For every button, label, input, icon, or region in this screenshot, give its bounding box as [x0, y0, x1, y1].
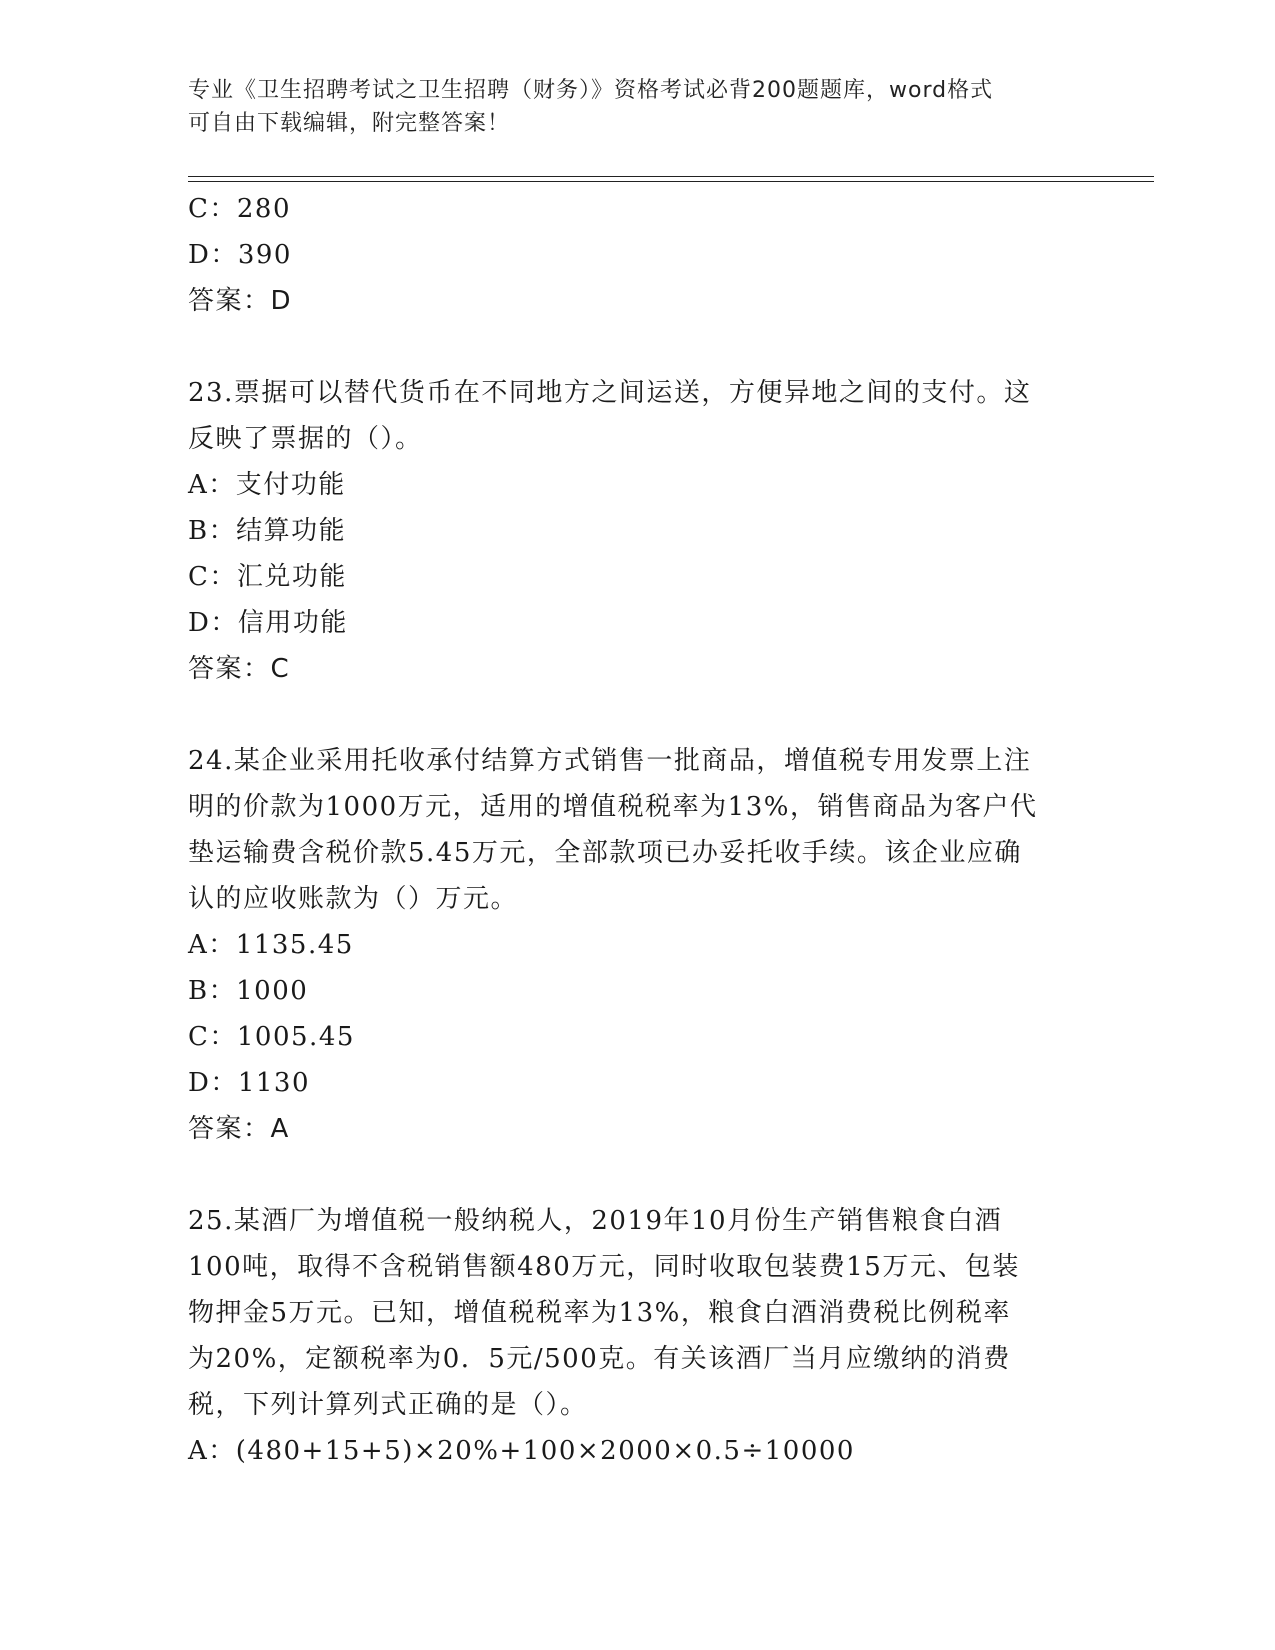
option-a: A：1135.45 [188, 930, 354, 960]
question-stem: 为20%，定额税率为0．5元/500克。有关该酒厂当月应缴纳的消费 [188, 1344, 1011, 1374]
answer-line: 答案：C [188, 654, 291, 684]
question-stem: 税，下列计算列式正确的是（）。 [188, 1390, 588, 1420]
question-25 [188, 1198, 1088, 1474]
option-b: B：1000 [188, 976, 309, 1006]
header-title-line-1: 专业《卫生招聘考试之卫生招聘（财务）》资格考试必背200题题库，word格式 [188, 78, 994, 103]
header-rule-bottom [188, 181, 1154, 182]
option-d: D：390 [188, 240, 292, 270]
question-stem: 物押金5万元。已知，增值税税率为13%，粮食白酒消费税比例税率 [188, 1298, 1011, 1328]
question-spacer [188, 1152, 1088, 1198]
header-title-line-2: 可自由下载编辑，附完整答案！ [188, 111, 511, 136]
question-stem: 认的应收账款为（）万元。 [188, 884, 519, 914]
header-rule-top [188, 176, 1154, 177]
question-stem: 反映了票据的（）。 [188, 424, 423, 454]
question-list [188, 186, 1088, 1474]
option-b: B：结算功能 [188, 516, 347, 546]
option-c: C：汇兑功能 [188, 562, 347, 592]
question-stem: 24.某企业采用托收承付结算方式销售一批商品，增值税专用发票上注 [188, 746, 1032, 776]
question-24 [188, 738, 1088, 1152]
option-a: A：(480+15+5)×20%+100×2000×0.5÷10000 [188, 1436, 855, 1466]
option-c: C：1005.45 [188, 1022, 355, 1052]
question-stem: 25.某酒厂为增值税一般纳税人，2019年10月份生产销售粮食白酒 [188, 1206, 1003, 1236]
answer-line: 答案：A [188, 1114, 290, 1144]
question-23 [188, 370, 1088, 692]
question-stem: 100吨，取得不含税销售额480万元，同时收取包装费15万元、包装 [188, 1252, 1020, 1282]
question-stem: 明的价款为1000万元，适用的增值税税率为13%，销售商品为客户代 [188, 792, 1038, 822]
answer-line: 答案：D [188, 286, 293, 316]
question-spacer [188, 692, 1088, 738]
question-stem: 23.票据可以替代货币在不同地方之间运送，方便异地之间的支付。这 [188, 378, 1032, 408]
option-c: C：280 [188, 194, 292, 224]
option-a: A：支付功能 [188, 470, 346, 500]
question-spacer [188, 324, 1088, 370]
document-header [188, 74, 1088, 140]
option-d: D：1130 [188, 1068, 311, 1098]
question-stem: 垫运输费含税价款5.45万元，全部款项已办妥托收手续。该企业应确 [188, 838, 1022, 868]
option-d: D：信用功能 [188, 608, 348, 638]
question-22-tail [188, 186, 1088, 324]
